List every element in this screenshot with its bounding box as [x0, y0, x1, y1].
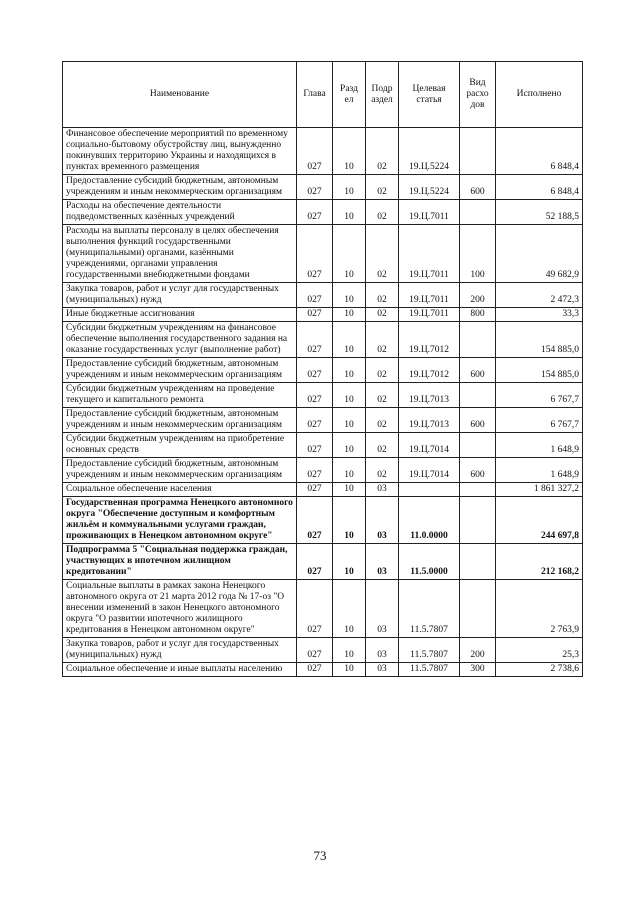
cell-target: 19.Ц.7011 — [399, 200, 460, 225]
cell-type — [460, 322, 496, 358]
header-target: Целевая статья — [399, 62, 460, 128]
cell-name: Закупка товаров, работ и услуг для государственных (муниципальных) нужд — [63, 283, 297, 308]
cell-section: 10 — [333, 322, 366, 358]
cell-type — [460, 483, 496, 497]
cell-target: 19.Ц.7012 — [399, 358, 460, 383]
cell-chapter: 027 — [297, 308, 333, 322]
cell-target: 19.Ц.7012 — [399, 322, 460, 358]
cell-target — [399, 483, 460, 497]
cell-chapter: 027 — [297, 128, 333, 175]
cell-section: 10 — [333, 128, 366, 175]
cell-type: 100 — [460, 225, 496, 283]
cell-name: Иные бюджетные ассигнования — [63, 308, 297, 322]
cell-amount: 2 472,3 — [496, 283, 583, 308]
cell-name: Социальные выплаты в рамках закона Ненецкого автономного округа от 21 марта 2012 года № 17-оз "О внесении изменений в закон Ненецкого автономного округа "О развитии ипотечного жилищного кредитования в Ненецком автономном округе" — [63, 580, 297, 638]
cell-type — [460, 497, 496, 544]
cell-type: 300 — [460, 663, 496, 677]
cell-subsection: 02 — [366, 225, 399, 283]
cell-name: Расходы на обеспечение деятельности подведомственных казённых учреждений — [63, 200, 297, 225]
cell-chapter: 027 — [297, 408, 333, 433]
cell-name: Предоставление субсидий бюджетным, автономным учреждениям и иным некоммерческим организациям — [63, 408, 297, 433]
cell-target: 11.5.7807 — [399, 663, 460, 677]
table-row — [63, 128, 583, 175]
cell-name: Государственная программа Ненецкого автономного округа "Обеспечение доступным и комфортным жильём и коммунальными услугами граждан, проживающих в Ненецком автономном округе" — [63, 497, 297, 544]
cell-amount: 1 861 327,2 — [496, 483, 583, 497]
budget-table-page — [62, 61, 582, 677]
cell-target: 19.Ц.7013 — [399, 408, 460, 433]
cell-name: Расходы на выплаты персоналу в целях обеспечения выполнения функций государственными (муниципальными) органами, казёнными учреждениями, органами управления государственными внебюджетными фондами — [63, 225, 297, 283]
cell-section: 10 — [333, 663, 366, 677]
cell-target: 19.Ц.7013 — [399, 383, 460, 408]
cell-target: 11.5.7807 — [399, 638, 460, 663]
table-row — [63, 458, 583, 483]
cell-target: 19.Ц.5224 — [399, 128, 460, 175]
cell-name: Подпрограмма 5 "Социальная поддержка граждан, участвующих в ипотечном жилищном кредитовании" — [63, 544, 297, 580]
cell-amount: 25,3 — [496, 638, 583, 663]
table-row — [63, 225, 583, 283]
table-row — [63, 200, 583, 225]
cell-chapter: 027 — [297, 458, 333, 483]
header-executed: Исполнено — [496, 62, 583, 128]
cell-subsection: 03 — [366, 663, 399, 677]
cell-chapter: 027 — [297, 433, 333, 458]
header-chapter: Глава — [297, 62, 333, 128]
cell-chapter: 027 — [297, 663, 333, 677]
cell-type: 200 — [460, 283, 496, 308]
cell-type: 600 — [460, 175, 496, 200]
table-row — [63, 544, 583, 580]
cell-section: 10 — [333, 458, 366, 483]
cell-type — [460, 200, 496, 225]
page-number: 73 — [313, 848, 327, 863]
cell-target: 19.Ц.7014 — [399, 433, 460, 458]
cell-subsection: 03 — [366, 638, 399, 663]
cell-section: 10 — [333, 483, 366, 497]
cell-type: 600 — [460, 408, 496, 433]
table-header-row — [63, 62, 583, 128]
table-row — [63, 497, 583, 544]
cell-section: 10 — [333, 408, 366, 433]
cell-name: Субсидии бюджетным учреждениям на финансовое обеспечение выполнения государственного задания на оказание государственных услуг (выполнение работ) — [63, 322, 297, 358]
cell-subsection: 03 — [366, 580, 399, 638]
cell-target: 19.Ц.7014 — [399, 458, 460, 483]
cell-amount: 33,3 — [496, 308, 583, 322]
cell-type — [460, 580, 496, 638]
cell-chapter: 027 — [297, 638, 333, 663]
cell-name: Субсидии бюджетным учреждениям на приобретение основных средств — [63, 433, 297, 458]
cell-target: 19.Ц.7011 — [399, 308, 460, 322]
table-row — [63, 483, 583, 497]
header-subsection: Подр аздел — [366, 62, 399, 128]
cell-subsection: 02 — [366, 358, 399, 383]
cell-name: Предоставление субсидий бюджетным, автономным учреждениям и иным некоммерческим организациям — [63, 175, 297, 200]
cell-type: 600 — [460, 458, 496, 483]
cell-section: 10 — [333, 580, 366, 638]
table-row — [63, 638, 583, 663]
cell-chapter: 027 — [297, 200, 333, 225]
cell-subsection: 02 — [366, 283, 399, 308]
cell-amount: 2 738,6 — [496, 663, 583, 677]
budget-execution-table — [62, 61, 583, 677]
cell-type: 200 — [460, 638, 496, 663]
cell-target: 11.0.0000 — [399, 497, 460, 544]
cell-section: 10 — [333, 308, 366, 322]
cell-section: 10 — [333, 200, 366, 225]
cell-subsection: 02 — [366, 458, 399, 483]
cell-name: Социальное обеспечение населения — [63, 483, 297, 497]
cell-target: 19.Ц.7011 — [399, 283, 460, 308]
cell-amount: 1 648,9 — [496, 458, 583, 483]
cell-amount: 2 763,9 — [496, 580, 583, 638]
table-row — [63, 175, 583, 200]
cell-amount: 6 848,4 — [496, 175, 583, 200]
table-row — [63, 408, 583, 433]
cell-amount: 52 188,5 — [496, 200, 583, 225]
cell-amount: 6 767,7 — [496, 408, 583, 433]
cell-chapter: 027 — [297, 175, 333, 200]
cell-amount: 6 848,4 — [496, 128, 583, 175]
header-type: Вид расхо дов — [460, 62, 496, 128]
cell-chapter: 027 — [297, 358, 333, 383]
cell-section: 10 — [333, 358, 366, 383]
cell-type — [460, 128, 496, 175]
cell-amount: 6 767,7 — [496, 383, 583, 408]
cell-type — [460, 383, 496, 408]
cell-name: Предоставление субсидий бюджетным, автономным учреждениям и иным некоммерческим организациям — [63, 358, 297, 383]
cell-subsection: 02 — [366, 128, 399, 175]
cell-amount: 212 168,2 — [496, 544, 583, 580]
cell-chapter: 027 — [297, 322, 333, 358]
cell-section: 10 — [333, 433, 366, 458]
cell-section: 10 — [333, 497, 366, 544]
cell-subsection: 02 — [366, 175, 399, 200]
cell-subsection: 03 — [366, 544, 399, 580]
cell-name: Финансовое обеспечение мероприятий по временному социально-бытовому обустройству лиц, вынужденно покинувших территорию Украины и находящихся в пунктах временного размещения — [63, 128, 297, 175]
cell-type — [460, 544, 496, 580]
cell-target: 19.Ц.5224 — [399, 175, 460, 200]
cell-subsection: 03 — [366, 497, 399, 544]
table-row — [63, 358, 583, 383]
cell-chapter: 027 — [297, 283, 333, 308]
table-row — [63, 283, 583, 308]
cell-section: 10 — [333, 383, 366, 408]
cell-name: Социальное обеспечение и иные выплаты населению — [63, 663, 297, 677]
table-row — [63, 433, 583, 458]
cell-subsection: 02 — [366, 383, 399, 408]
cell-name: Предоставление субсидий бюджетным, автономным учреждениям и иным некоммерческим организациям — [63, 458, 297, 483]
cell-subsection: 02 — [366, 433, 399, 458]
cell-type: 600 — [460, 358, 496, 383]
cell-amount: 154 885,0 — [496, 322, 583, 358]
cell-name: Субсидии бюджетным учреждениям на проведение текущего и капитального ремонта — [63, 383, 297, 408]
header-section: Разд ел — [333, 62, 366, 128]
cell-section: 10 — [333, 544, 366, 580]
cell-amount: 244 697,8 — [496, 497, 583, 544]
cell-name: Закупка товаров, работ и услуг для государственных (муниципальных) нужд — [63, 638, 297, 663]
cell-target: 19.Ц.7011 — [399, 225, 460, 283]
cell-chapter: 027 — [297, 383, 333, 408]
cell-subsection: 02 — [366, 408, 399, 433]
cell-chapter: 027 — [297, 544, 333, 580]
cell-type: 800 — [460, 308, 496, 322]
cell-chapter: 027 — [297, 225, 333, 283]
cell-subsection: 02 — [366, 200, 399, 225]
cell-amount: 1 648,9 — [496, 433, 583, 458]
header-name: Наименование — [63, 62, 297, 128]
cell-chapter: 027 — [297, 580, 333, 638]
table-row — [63, 663, 583, 677]
table-row — [63, 322, 583, 358]
cell-subsection: 03 — [366, 483, 399, 497]
cell-chapter: 027 — [297, 497, 333, 544]
cell-amount: 154 885,0 — [496, 358, 583, 383]
cell-chapter: 027 — [297, 483, 333, 497]
cell-type — [460, 433, 496, 458]
cell-section: 10 — [333, 175, 366, 200]
cell-subsection: 02 — [366, 308, 399, 322]
cell-section: 10 — [333, 225, 366, 283]
cell-subsection: 02 — [366, 322, 399, 358]
cell-target: 11.5.7807 — [399, 580, 460, 638]
table-row — [63, 383, 583, 408]
cell-amount: 49 682,9 — [496, 225, 583, 283]
cell-section: 10 — [333, 283, 366, 308]
cell-target: 11.5.0000 — [399, 544, 460, 580]
table-row — [63, 308, 583, 322]
cell-section: 10 — [333, 638, 366, 663]
table-row — [63, 580, 583, 638]
